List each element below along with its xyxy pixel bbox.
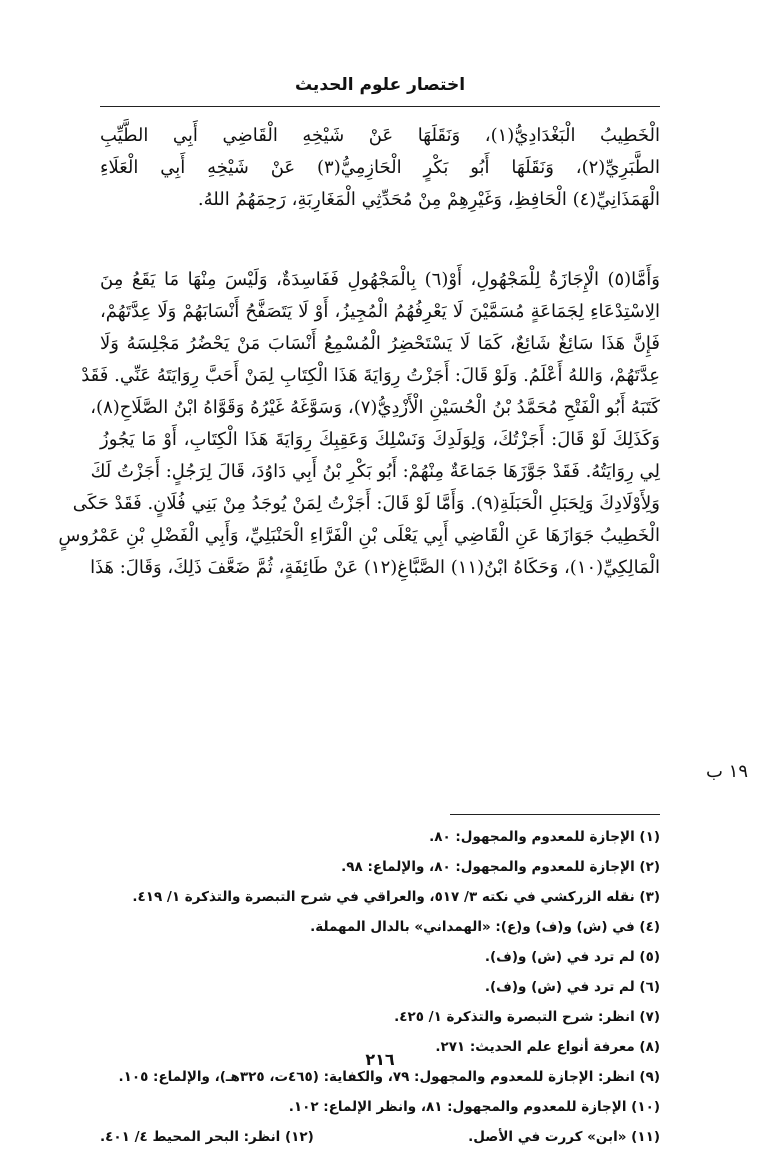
text-line: وَلِأَوْلَادِكَ وَلِحَبَلِ الْحَبَلَةِ(٩). وَأَمَّا لَوْ قَالَ: أَجَزْتُ لِمَنْ يُوجَدُ مِنْ بَنِي فُلَانٍ. فَقَدْ حَكَى	[72, 493, 660, 514]
text-line: الْهَمَذَانِيِّ(٤) الْحَافِظِ، وَغَيْرِهِمْ مِنْ مُحَدِّثِي الْمَغَارِبَةِ، رَحِمَهُمُ اللهُ.	[197, 189, 660, 210]
footnote-divider	[450, 814, 660, 815]
running-header: اختصار علوم الحديث	[294, 75, 466, 95]
manuscript-folio-marker: ١٩ ب	[705, 761, 748, 782]
page-number: ٢١٦	[365, 1050, 395, 1069]
text-line: الْمَالِكِيِّ(١٠)، وَحَكَاهُ ابْنُ(١١) الصَّبَّاغِ(١٢) عَنْ طَائِفَةٍ، ثُمَّ ضَعَّفَ ذَلِكَ، وَقَالَ: هَذَا	[90, 557, 660, 578]
text-line: كَتَبَهُ أَبُو الْفَتْحِ مُحَمَّدُ بْنُ الْحُسَيْنِ الْأَزْدِيُّ(٧)، وَسَوَّغَهُ غَيْرُهُ وَقَوَّاهُ ابْنُ الصَّلَاحِ(٨)،	[90, 397, 660, 418]
paragraph-ijaza-majhul	[58, 264, 660, 584]
text-line: عِدَّتَهُمْ، وَاللهُ أَعْلَمُ. وَلَوْ قَالَ: أَجَزْتُ رِوَايَةَ هَذَا الْكِتَابِ لِمَنْ أَحَبَّ رِوَايَتَهُ عَنِّي. فَقَدْ	[81, 365, 660, 386]
text-line: الْخَطِيبُ جَوَازَهَا عَنِ الْقَاضِي أَبِي يَعْلَى بْنِ الْفَرَّاءِ الْحَنْبَلِيِّ، وَأَبِي الْفَضْلِ بْنِ عَمْرُوسٍ	[58, 525, 660, 546]
footnote-item: (١٠) الإجازة للمعدوم والمجهول: ٨١، وانظر الإلماع: ١٠٢.	[288, 1099, 660, 1115]
text-line: الِاسْتِدْعَاءِ لِجَمَاعَةٍ مُسَمَّيْنَ لَا يَعْرِفُهُمُ الْمُجِيزُ، أَوْ لَا يَتَصَفَّحُ أَنْسَابَهُمْ وَلَا عِدَّتَهُمْ،	[100, 301, 660, 322]
text-line: الْخَطِيبُ الْبَغْدَادِيُّ(١)، وَنَقَلَهَا عَنْ شَيْخِهِ الْقَاضِي أَبِي الطَّيِّبِ	[100, 125, 660, 146]
text-line: فَإِنَّ هَذَا سَائِغٌ شَائِعٌ، كَمَا لَا يَسْتَحْضِرُ الْمُسْمِعُ أَنْسَابَ مَنْ يَحْضُرُ مَجْلِسَهُ وَلَا	[100, 333, 660, 354]
footnote-item: (١) الإجازة للمعدوم والمجهول: ٨٠.	[429, 829, 660, 845]
footnote-item: (٣) نقله الزركشي في نكته ٣/ ٥١٧، والعراقي في شرح التبصرة والتذكرة ١/ ٤١٩.	[132, 889, 660, 905]
footnote-item: (٧) انظر: شرح التبصرة والتذكرة ١/ ٤٢٥.	[394, 1009, 660, 1025]
footnote-pair	[100, 1122, 660, 1152]
footnote-item: (٢) الإجازة للمعدوم والمجهول: ٨٠، والإلماع: ٩٨.	[341, 859, 660, 875]
footnote-item: (٨) معرفة أنواع علم الحديث: ٢٧١.	[435, 1039, 660, 1055]
footnote-item: (١٢) انظر: البحر المحيط ٤/ ٤٠١.	[100, 1129, 314, 1145]
text-line: الطَّبَرِيِّ(٢)، وَنَقَلَهَا أَبُو بَكْرٍ الْحَازِمِيُّ(٣) عَنْ شَيْخِهِ أَبِي الْعَلَاءِ	[100, 157, 660, 178]
footnote-item: (٥) لم ترد في (ش) و(ف).	[484, 949, 660, 965]
paragraph-continuation	[100, 120, 660, 216]
footnote-item: (٦) لم ترد في (ش) و(ف).	[484, 979, 660, 995]
footnote-item: (٩) انظر: الإجازة للمعدوم والمجهول: ٧٩، والكفاية: (٤٦٥ت، ٣٢٥هـ)، والإلماع: ١٠٥.	[118, 1069, 660, 1085]
text-line: وَكَذَلِكَ لَوْ قَالَ: أَجَزْتُكَ، وَلِوَلَدِكَ وَنَسْلِكَ وَعَقِبِكَ رِوَايَةَ هَذَا الْكِتَابِ، أَوْ مَا يَجُوزُ	[100, 429, 660, 450]
text-line: لِي رِوَايَتُهُ. فَقَدْ جَوَّزَهَا جَمَاعَةٌ مِنْهُمْ: أَبُو بَكْرِ بْنُ أَبِي دَاوُدَ، قَالَ لِرَجُلٍ: أَجَزْتُ لَكَ	[90, 461, 660, 482]
header-divider	[100, 106, 660, 107]
footnote-item: (١١) «ابن» كررت في الأصل.	[468, 1129, 660, 1145]
footnotes	[100, 822, 660, 1152]
text-line: وَأَمَّا(٥) الْإِجَازَةُ لِلْمَجْهُولِ، أَوْ(٦) بِالْمَجْهُولِ فَفَاسِدَةٌ، وَلَيْسَ مِنْهَا مَا يَقَعُ مِنَ	[100, 269, 660, 290]
footnote-item: (٤) في (ش) و(ف) و(ع): «الهمداني» بالدال المهملة.	[310, 919, 660, 935]
